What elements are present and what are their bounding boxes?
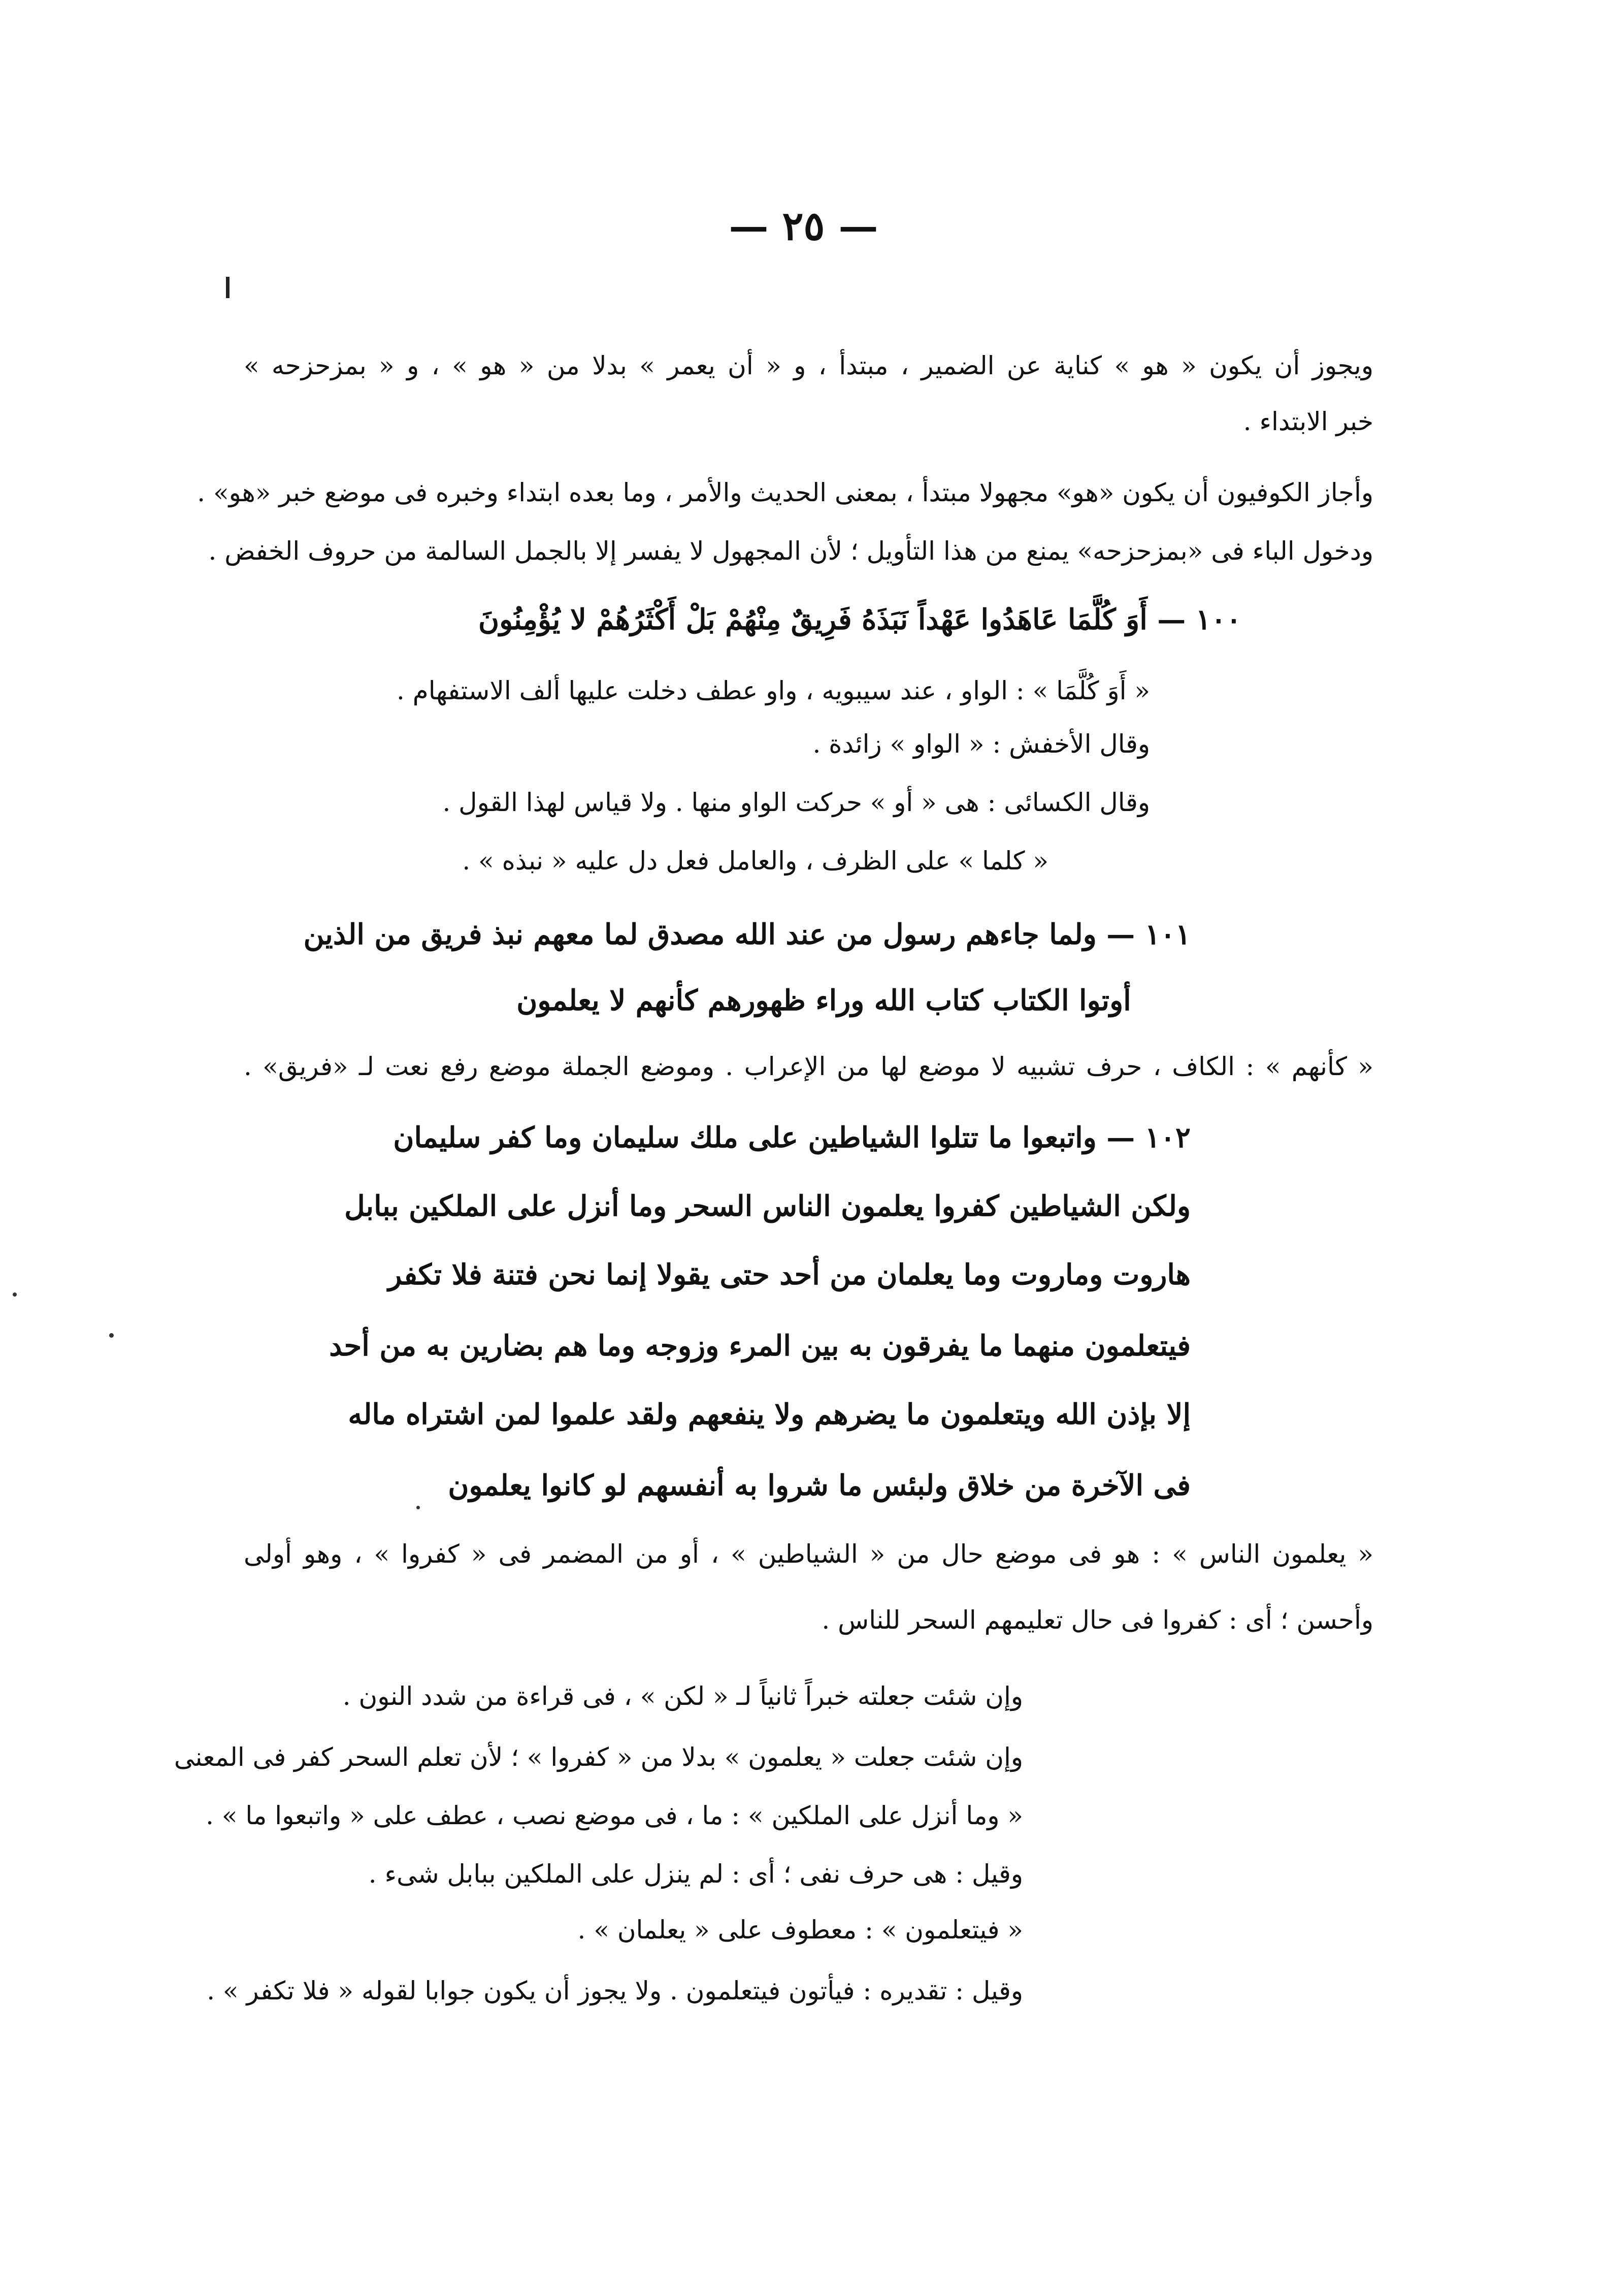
text-line: « يعلمون الناس » : هو فى موضع حال من « الشياطين » ، أو من المضمر فى « كفروا » ، وهو أولى	[244, 1539, 1373, 1569]
margin-mark	[226, 277, 229, 298]
text-line: ولكن الشياطين كفروا يعلمون الناس السحر وما أنزل على الملكين ببابل	[344, 1189, 1191, 1223]
text-line: ويجوز أن يكون « هو » كناية عن الضمير ، مبتدأ ، و « أن يعمر » بدلا من « هو » ، و « بمزحزحه »	[244, 351, 1373, 380]
text-line: « وما أنزل على الملكين » : ما ، فى موضع نصب ، عطف على « واتبعوا ما » .	[206, 1801, 1023, 1830]
text-line: فى الآخرة من خلاق ولبئس ما شروا به أنفسهم لو كانوا يعلمون	[448, 1469, 1191, 1502]
text-line: ودخول الباء فى «بمزحزحه» يمنع من هذا التأويل ؛ لأن المجهول لا يفسر إلا بالجمل السالمة من حروف الخفض .	[208, 536, 1373, 566]
text-line: وقيل : تقديره : فيأتون فيتعلمون . ولا يجوز أن يكون جوابا لقوله « فلا تكفر » .	[207, 1976, 1023, 2006]
text-line: وإن شئت جعلت « يعلمون » بدلا من « كفروا » ؛ لأن تعلم السحر كفر فى المعنى	[174, 1742, 1023, 1772]
text-line: وإن شئت جعلته خبراً ثانياً لـ « لكن » ، فى قراءة من شدد النون .	[342, 1681, 1023, 1711]
text-line: « كأنهم » : الكاف ، حرف تشبيه لا موضع لها من الإعراب . وموضع الجملة موضع رفع نعت لـ «فريق» .	[244, 1052, 1373, 1081]
text-line: وأحسن ؛ أى : كفروا فى حال تعليمهم السحر للناس .	[822, 1605, 1373, 1635]
text-line: وقال الكسائى : هى « أو » حركت الواو منها . ولا قياس لهذا القول .	[442, 788, 1150, 817]
text-line: ١٠٠ — أَوَ كُلَّمَا عَاهَدُوا عَهْداً نَبَذَهُ فَرِيقٌ مِنْهُمْ بَلْ أَكْثَرُهُمْ لا يُؤْمِنُونَ	[478, 603, 1241, 636]
scan-speck	[13, 1292, 17, 1297]
scan-speck	[109, 1333, 114, 1338]
text-line: فيتعلمون منهما ما يفرقون به بين المرء وزوجه وما هم بضارين به من أحد	[329, 1329, 1191, 1363]
text-line: إلا بإذن الله ويتعلمون ما يضرهم ولا ينفعهم ولقد علموا لمن اشتراه ماله	[348, 1398, 1191, 1431]
text-line: « فيتعلمون » : معطوف على « يعلمان » .	[577, 1915, 1023, 1945]
scan-speck	[416, 1506, 420, 1509]
text-line: « كلما » على الظرف ، والعامل فعل دل عليه « نبذه » .	[462, 846, 1048, 876]
page-number: — ٢٥ —	[729, 203, 878, 249]
text-line: ١٠٢ — واتبعوا ما تتلوا الشياطين على ملك سليمان وما كفر سليمان	[393, 1121, 1191, 1154]
text-line: وقال الأخفش : « الواو » زائدة .	[812, 729, 1150, 759]
text-line: هاروت وماروت وما يعلمان من أحد حتى يقولا إنما نحن فتنة فلا تكفر	[388, 1258, 1191, 1291]
text-line: وقيل : هى حرف نفى ؛ أى : لم ينزل على الملكين ببابل شىء .	[368, 1859, 1023, 1889]
text-line: وأجاز الكوفيون أن يكون «هو» مجهولا مبتدأ ، بمعنى الحديث والأمر ، وما بعده ابتداء وخبره فى موضع خبر «هو» .	[197, 478, 1373, 507]
text-line: ١٠١ — ولما جاءهم رسول من عند الله مصدق لما معهم نبذ فريق من الذين	[303, 918, 1191, 951]
text-line: « أَوَ كُلَّمَا » : الواو ، عند سيبويه ، واو عطف دخلت عليها ألف الاستفهام .	[397, 676, 1150, 705]
text-line: خبر الابتداء .	[1243, 407, 1373, 436]
text-line: أوتوا الكتاب كتاب الله وراء ظهورهم كأنهم لا يعلمون	[516, 984, 1131, 1017]
